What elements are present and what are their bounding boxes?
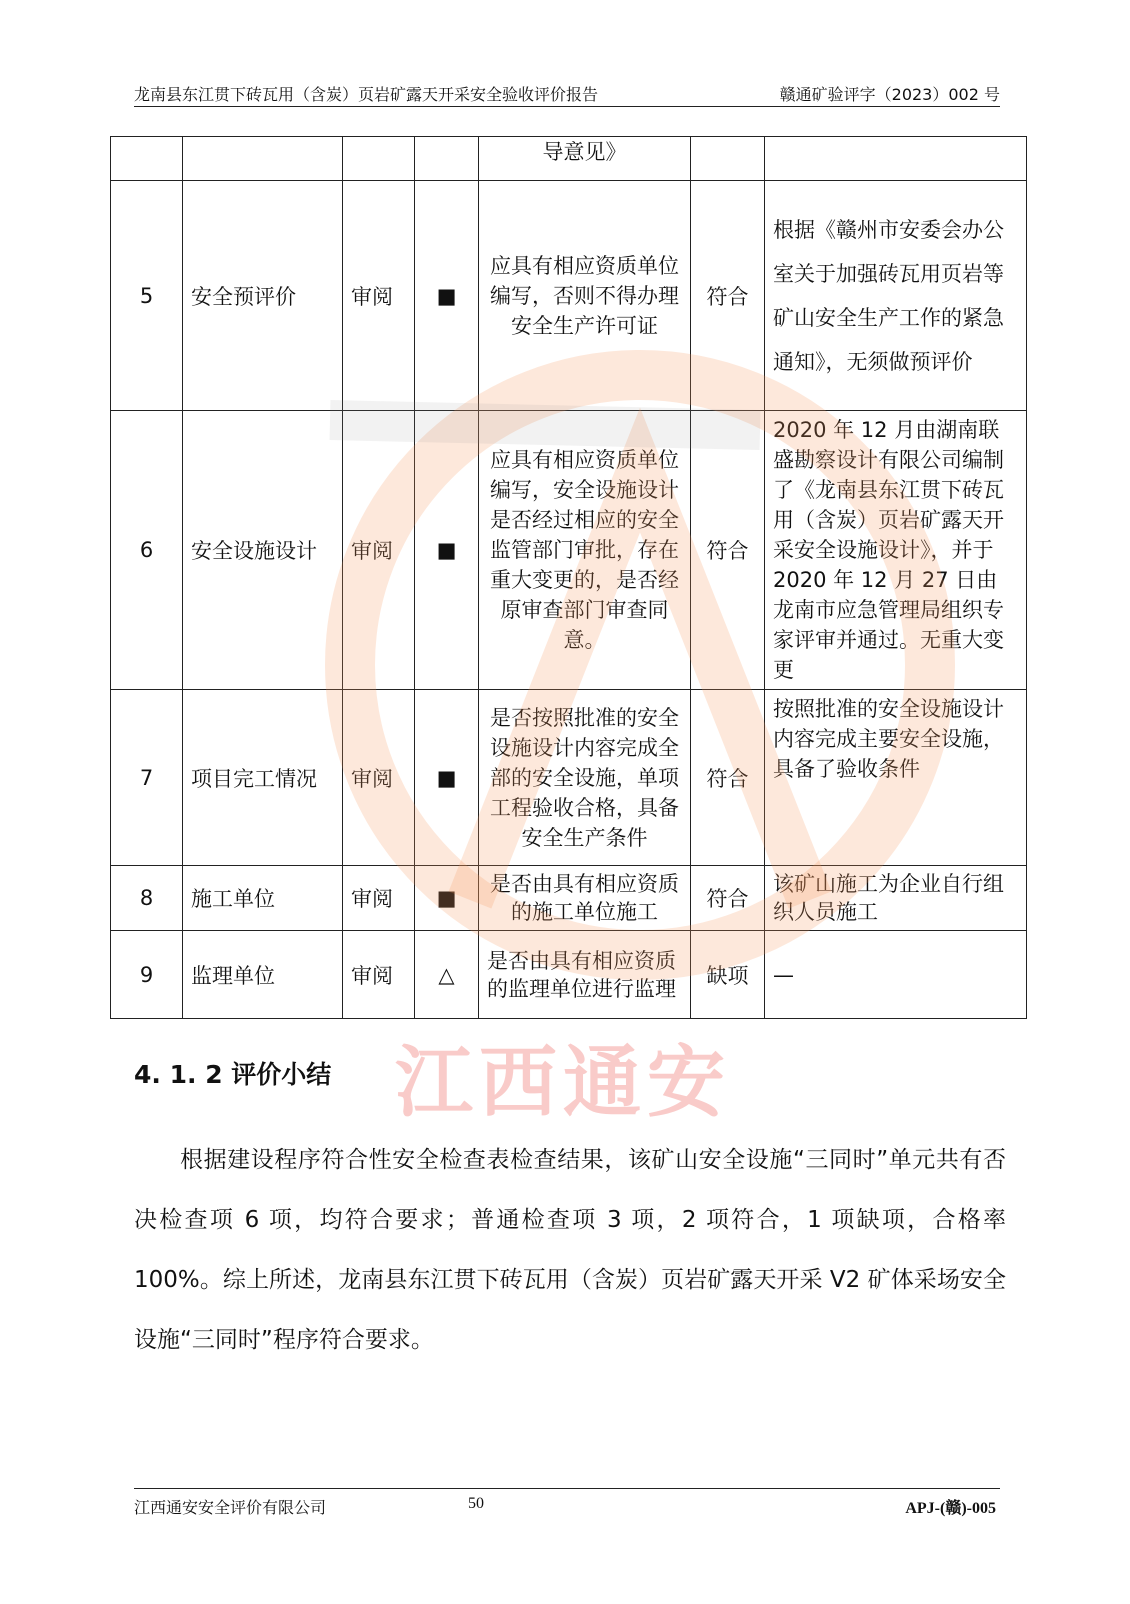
table-row (111, 181, 1027, 411)
row-mark: ■ (415, 411, 479, 690)
row-description: 该矿山施工为企业自行组织人员施工 (765, 866, 1027, 931)
footer-page-number: 50 (468, 1495, 484, 1512)
row-method: 审阅 (343, 866, 415, 931)
row-no: 6 (111, 411, 183, 690)
row-method: 审阅 (343, 181, 415, 411)
table-row-continuation (111, 137, 1027, 181)
row-result: 缺项 (691, 931, 765, 1019)
footer-company: 江西通安安全评价有限公司 (134, 1498, 327, 1517)
row-item: 安全设施设计 (183, 411, 343, 690)
compliance-check-table (110, 136, 1027, 1019)
footer-code: APJ-(赣)-005 (905, 1500, 996, 1517)
watermark-text: 江西通安 (395, 1038, 732, 1128)
summary-paragraph: 根据建设程序符合性安全检查表检查结果，该矿山安全设施“三同时”单元共有否决检查项 6 项，均符合要求；普通检查项 3 项，2 项符合，1 项缺项，合格率 100%。综上所述，龙南县东江贯下砖瓦用（含炭）页岩矿露天开采 V2 矿体采场安全设施“三同时”程序符合要求。 (134, 1147, 1006, 1353)
table-row (111, 411, 1027, 690)
table-row (111, 931, 1027, 1019)
header-doc-number: 赣通矿验评字（2023）002 号 (779, 85, 1000, 104)
row-item: 安全预评价 (183, 181, 343, 411)
continuation-text: 导意见》 (479, 137, 691, 181)
row-description: 按照批准的安全设施设计内容完成主要安全设施，具备了验收条件 (765, 690, 1027, 866)
row-mark: △ (415, 931, 479, 1019)
table-row (111, 866, 1027, 931)
row-description: 2020 年 12 月由湖南联盛勘察设计有限公司编制了《龙南县东江贯下砖瓦用（含炭）页岩矿露天开采安全设施设计》，并于 2020 年 12 月 27 日由龙南市应急管理局组织专家评审并通过。无重大变更 (765, 411, 1027, 690)
table-row (111, 690, 1027, 866)
row-mark: ■ (415, 690, 479, 866)
row-no: 9 (111, 931, 183, 1019)
row-method: 审阅 (343, 690, 415, 866)
row-requirement: 是否由具有相应资质的监理单位进行监理 (479, 931, 691, 1019)
row-result: 符合 (691, 866, 765, 931)
row-item: 监理单位 (183, 931, 343, 1019)
row-no: 5 (111, 181, 183, 411)
row-method: 审阅 (343, 931, 415, 1019)
row-mark: ■ (415, 181, 479, 411)
row-mark: ■ (415, 866, 479, 931)
row-requirement: 应具有相应资质单位编写，安全设施设计是否经过相应的安全监管部门审批，存在重大变更的，是否经原审查部门审查同意。 (479, 411, 691, 690)
row-result: 符合 (691, 690, 765, 866)
row-method: 审阅 (343, 411, 415, 690)
row-item: 项目完工情况 (183, 690, 343, 866)
page-footer (134, 1488, 1000, 1515)
row-requirement: 是否按照批准的安全设施设计内容完成全部的安全设施，单项工程验收合格，具备安全生产条件 (479, 690, 691, 866)
row-no: 7 (111, 690, 183, 866)
row-result: 符合 (691, 411, 765, 690)
row-requirement: 是否由具有相应资质的施工单位施工 (479, 866, 691, 931)
row-item: 施工单位 (183, 866, 343, 931)
page-header (134, 80, 1000, 107)
row-description: 根据《赣州市安委会办公室关于加强砖瓦用页岩等矿山安全生产工作的紧急通知》，无须做预评价 (765, 181, 1027, 411)
row-requirement: 应具有相应资质单位编写，否则不得办理安全生产许可证 (479, 181, 691, 411)
row-no: 8 (111, 866, 183, 931)
header-title: 龙南县东江贯下砖瓦用（含炭）页岩矿露天开采安全验收评价报告 (134, 85, 599, 104)
row-result: 符合 (691, 181, 765, 411)
row-description: — (765, 931, 1027, 1019)
section-title: 4. 1. 2 评价小结 (134, 1060, 332, 1089)
